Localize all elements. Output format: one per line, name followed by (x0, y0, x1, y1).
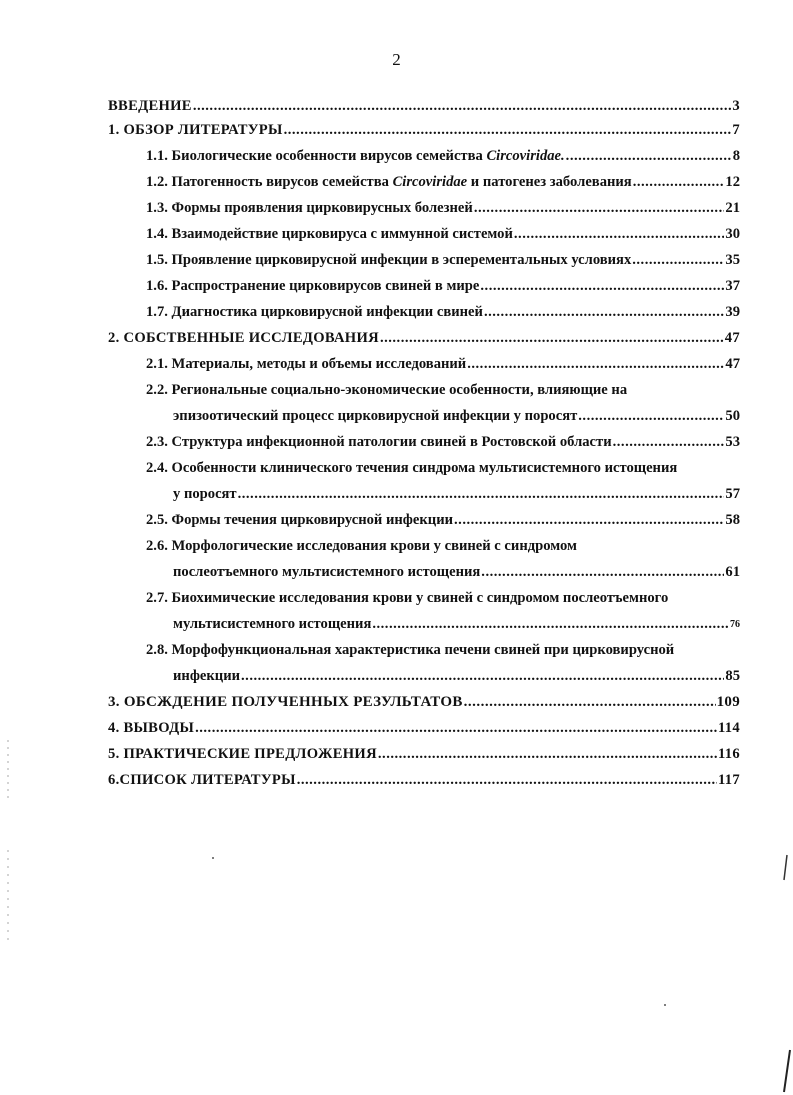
toc-entry-1-6[interactable] (108, 278, 740, 295)
toc-page: 109 (716, 694, 740, 710)
dot-leader (464, 694, 716, 711)
dot-leader (195, 720, 717, 737)
dot-leader (566, 148, 732, 165)
toc-label: 1. ОБЗОР ЛИТЕРАТУРЫ (108, 122, 283, 138)
toc-entry-2-6[interactable] (108, 564, 740, 581)
dot-leader (474, 200, 725, 217)
table-of-contents (108, 98, 740, 798)
dot-leader (372, 616, 729, 633)
toc-entry-1-3[interactable] (108, 200, 740, 217)
toc-label: эпизоотический процесс цирковирусной инфекции у поросят (173, 408, 578, 424)
dot-leader (481, 564, 724, 581)
toc-label: 2. СОБСТВЕННЫЕ ИССЛЕДОВАНИЯ (108, 330, 379, 346)
toc-page: 57 (725, 486, 740, 502)
toc-entry-ch2[interactable] (108, 330, 740, 347)
toc-page: 116 (718, 746, 740, 762)
toc-entry-1-5[interactable] (108, 252, 740, 269)
toc-entry-ch6[interactable] (108, 772, 740, 789)
toc-page: 35 (725, 252, 740, 268)
dot-leader (241, 668, 724, 685)
dot-leader (578, 408, 724, 425)
toc-label: 1.5. Проявление цирковирусной инфекции в эсперементальных условиях (146, 252, 632, 268)
toc-entry-ch3[interactable] (108, 694, 740, 711)
dot-leader (613, 434, 725, 451)
dot-leader (297, 772, 717, 789)
toc-page: 61 (725, 564, 740, 580)
toc-label-italic: Circoviridae. (486, 148, 565, 164)
dot-leader (380, 330, 724, 347)
dot-leader (514, 226, 725, 243)
dot-leader (467, 356, 724, 373)
toc-page: 47 (724, 330, 740, 346)
toc-entry-2-3[interactable] (108, 434, 740, 451)
scan-dot (664, 1004, 666, 1006)
toc-entry-intro[interactable] (108, 98, 740, 115)
scan-mark (784, 1050, 790, 1092)
toc-page: 50 (725, 408, 740, 424)
toc-label: 1.6. Распространение цирковирусов свиней в мире (146, 278, 480, 294)
dot-leader (633, 174, 725, 191)
toc-label: 2.5. Формы течения цирковирусной инфекции (146, 512, 454, 528)
toc-page: 12 (725, 174, 740, 190)
toc-page: 76 (730, 619, 740, 630)
scan-dot (212, 857, 214, 859)
toc-entry-2-6-line1[interactable]: 2.6. Морфологические исследования крови у свиней с синдромом (146, 538, 577, 554)
dot-leader (484, 304, 724, 321)
toc-page: 39 (725, 304, 740, 320)
toc-page: 117 (718, 772, 740, 788)
toc-entry-ch4[interactable] (108, 720, 740, 737)
toc-page: 37 (725, 278, 740, 294)
dot-leader (238, 486, 725, 503)
toc-label: 6.СПИСОК ЛИТЕРАТУРЫ (108, 772, 296, 788)
toc-label: инфекции (173, 668, 241, 684)
toc-page: 3 (732, 98, 740, 114)
toc-label: 1.3. Формы проявления цирковирусных болезней (146, 200, 473, 216)
dot-leader (480, 278, 724, 295)
toc-page: 53 (725, 434, 740, 450)
toc-label: мультисистемного истощения (173, 616, 372, 632)
toc-entry-1-2[interactable] (108, 174, 740, 191)
toc-label: 1.4. Взаимодействие цирковируса с иммунной системой (146, 226, 513, 242)
dot-leader (454, 512, 724, 529)
dot-leader (284, 122, 732, 139)
toc-page: 21 (725, 200, 740, 216)
dot-leader (193, 98, 732, 115)
toc-entry-2-1[interactable] (108, 356, 740, 373)
toc-page: 30 (725, 226, 740, 242)
toc-label: ВВЕДЕНИЕ (108, 98, 192, 114)
toc-label: 2.3. Структура инфекционной патологии свиней в Ростовской области (146, 434, 612, 450)
toc-page: 8 (732, 148, 740, 164)
toc-entry-1-7[interactable] (108, 304, 740, 321)
page-number: 2 (392, 50, 401, 69)
toc-entry-1-1[interactable] (108, 148, 740, 165)
toc-entry-2-8-line1[interactable]: 2.8. Морфофункциональная характеристика печени свиней при цирковирусной (146, 642, 675, 658)
toc-page: 58 (725, 512, 740, 528)
toc-entry-2-8[interactable] (108, 668, 740, 685)
toc-entry-2-5[interactable] (108, 512, 740, 529)
toc-label: 3. ОБСЖДЕНИЕ ПОЛУЧЕННЫХ РЕЗУЛЬТАТОВ (108, 694, 463, 710)
toc-entry-2-7-line1[interactable]: 2.7. Биохимические исследования крови у свиней с синдромом послеотъемного (146, 590, 669, 606)
toc-label: у поросят (173, 486, 237, 502)
toc-label: 1.1. Биологические особенности вирусов семейства Circoviridae. (146, 148, 565, 164)
toc-page: 114 (718, 720, 740, 736)
toc-label: 5. ПРАКТИЧЕСКИЕ ПРЕДЛОЖЕНИЯ (108, 746, 377, 762)
dot-leader (378, 746, 717, 763)
scan-mark (784, 855, 787, 880)
toc-page: 47 (725, 356, 740, 372)
toc-entry-ch5[interactable] (108, 746, 740, 763)
toc-label: послеотъемного мультисистемного истощения (173, 564, 481, 580)
toc-label: 1.7. Диагностика цирковирусной инфекции свиней (146, 304, 483, 320)
toc-label: 4. ВЫВОДЫ (108, 720, 195, 736)
toc-label-italic: Circoviridae (392, 174, 468, 190)
toc-entry-2-4[interactable] (108, 486, 740, 503)
toc-entry-2-4-line1[interactable]: 2.4. Особенности клинического течения синдрома мультисистемного истощения (146, 460, 678, 476)
toc-page: 85 (725, 668, 740, 684)
toc-label: 2.1. Материалы, методы и объемы исследований (146, 356, 467, 372)
toc-page: 7 (732, 122, 740, 138)
toc-entry-1-4[interactable] (108, 226, 740, 243)
toc-entry-2-2-line1[interactable]: 2.2. Региональные социально-экономические особенности, влияющие на (146, 382, 628, 398)
toc-entry-2-7[interactable] (108, 616, 740, 633)
toc-entry-ch1[interactable] (108, 122, 740, 139)
toc-label: 1.2. Патогенность вирусов семейства Circoviridae и патогенез заболевания (146, 174, 632, 190)
dot-leader (632, 252, 724, 269)
toc-entry-2-2[interactable] (108, 408, 740, 425)
